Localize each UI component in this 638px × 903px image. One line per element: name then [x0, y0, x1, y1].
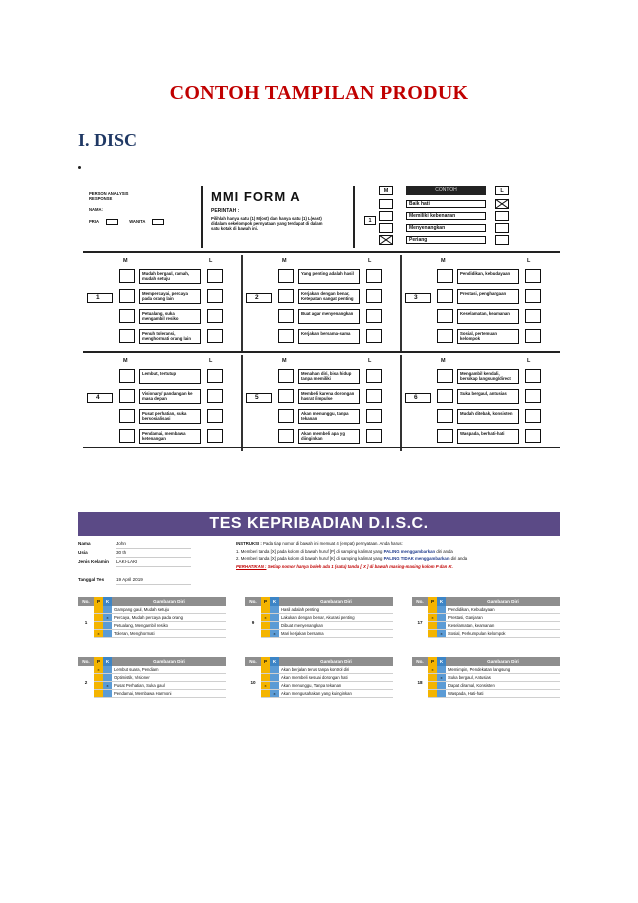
group-l-header: L [368, 258, 372, 264]
document-title: CONTOH TAMPILAN PRODUK [169, 82, 469, 104]
statement-item: Menahan diri, bisa hidup tanpa memiliki [298, 369, 360, 384]
header-k: K [270, 657, 279, 666]
header-k: K [103, 597, 112, 606]
statement-text: Akan berjalan terus tanpa kontrol diri [279, 666, 393, 674]
most-checkbox[interactable] [278, 329, 294, 343]
info-row [78, 576, 228, 584]
table-header [245, 597, 393, 606]
table-row [412, 622, 560, 630]
table-row [412, 674, 560, 682]
least-checkbox[interactable] [207, 369, 223, 383]
example-l-label: L [495, 186, 509, 195]
instruction-line-3: 2. Memberi tanda [X] pada kolom di bawah huruf [K] di samping kalimat yang PALING TIDAK menggambarkan diri anda [236, 556, 468, 562]
p-cell[interactable] [94, 674, 103, 682]
name-label: NAMA: [89, 207, 103, 212]
table-row [412, 614, 560, 622]
p-cell[interactable] [94, 690, 103, 698]
row-divider [83, 447, 560, 448]
statement-text: Pendamai, Membawa Harmoni [112, 690, 226, 698]
k-cell[interactable] [437, 614, 446, 622]
least-checkbox[interactable] [366, 329, 382, 343]
p-cell[interactable] [261, 666, 270, 674]
mmi-form-scan [83, 183, 560, 451]
k-cell[interactable] [103, 606, 112, 614]
example-m-box-marked[interactable] [379, 235, 393, 245]
table-row [412, 606, 560, 614]
female-checkbox[interactable] [152, 219, 164, 225]
table-row [78, 682, 226, 690]
header-p: P [428, 597, 437, 606]
group-number: 2 [255, 294, 259, 301]
bullet-dot [78, 166, 81, 169]
info-label: Nama [78, 541, 91, 546]
statement-item: Akan membeli apa yg diinginkan [298, 429, 360, 444]
statement-text: Dibuat menyenangkan [279, 622, 393, 630]
most-checkbox[interactable] [119, 309, 135, 323]
group-number: 4 [96, 394, 100, 401]
group-number: 1 [96, 294, 100, 301]
group-number: 3 [414, 294, 418, 301]
disc-instructions [236, 540, 556, 570]
k-cell[interactable] [437, 682, 446, 690]
statement-text: Percaya, Mudah percaya pada orang [112, 614, 226, 622]
statement-item: Mengambil kendali, bersikap langsung/direct [457, 369, 519, 384]
p-cell[interactable] [428, 630, 437, 638]
most-checkbox[interactable] [437, 289, 453, 303]
least-checkbox[interactable] [366, 269, 382, 283]
header-k: K [437, 597, 446, 606]
example-item: Periang [406, 236, 486, 244]
table-number: 1 [84, 620, 88, 625]
table-header [412, 597, 560, 606]
p-cell[interactable]: x [261, 682, 270, 690]
least-checkbox[interactable] [207, 389, 223, 403]
group-number-box [246, 393, 272, 403]
statement-item: Mempercayai, percaya pada orang lain [139, 289, 201, 304]
table-row [245, 622, 393, 630]
k-cell[interactable] [270, 682, 279, 690]
header-p: P [428, 657, 437, 666]
info-value: 19 April 2019 [116, 576, 191, 585]
statement-item: Waspada, berhati-hati [457, 429, 519, 444]
p-cell[interactable] [261, 606, 270, 614]
disc-table [412, 657, 560, 699]
header-p: P [261, 597, 270, 606]
example-m-box[interactable] [379, 211, 393, 221]
least-checkbox[interactable] [207, 269, 223, 283]
statement-text: Akan mengusahakan yang kuinginkan [279, 690, 393, 698]
most-checkbox[interactable] [119, 369, 135, 383]
group-divider [241, 355, 243, 451]
least-checkbox[interactable] [366, 369, 382, 383]
group-number-box [87, 293, 113, 303]
k-cell[interactable] [103, 622, 112, 630]
male-checkbox[interactable] [106, 219, 118, 225]
least-checkbox[interactable] [207, 329, 223, 343]
least-checkbox[interactable] [525, 289, 541, 303]
statement-text: Optimistik, Visioner [112, 674, 226, 682]
p-cell[interactable]: x [428, 666, 437, 674]
header-k: K [103, 657, 112, 666]
k-cell[interactable]: x [270, 690, 279, 698]
least-checkbox[interactable] [207, 429, 223, 443]
form-divider [83, 251, 560, 253]
p-cell[interactable] [94, 622, 103, 630]
order-label: PERINTAH : [211, 208, 240, 214]
statement-text: Waspada, Hati-hati [446, 690, 560, 698]
most-checkbox[interactable] [437, 329, 453, 343]
disc-table [245, 597, 393, 639]
table-number: 10 [250, 680, 256, 685]
most-checkbox[interactable] [437, 309, 453, 323]
group-number-box [405, 293, 431, 303]
group-number-box [246, 293, 272, 303]
info-label: Usia [78, 550, 88, 555]
p-cell[interactable]: x [428, 614, 437, 622]
mmi-form-header [83, 183, 560, 249]
table-row [78, 614, 226, 622]
example-contoh-label: CONTOH [406, 186, 486, 195]
p-cell[interactable] [428, 690, 437, 698]
least-checkbox[interactable] [525, 329, 541, 343]
most-checkbox[interactable] [437, 389, 453, 403]
header-no: No. [249, 599, 257, 604]
most-checkbox[interactable] [119, 269, 135, 283]
least-checkbox[interactable] [525, 429, 541, 443]
info-value: LAKI-LAKI [116, 558, 191, 567]
statement-item: Pendidikan, kebudayaan [457, 269, 519, 284]
info-label: Tanggal Tes [78, 577, 105, 582]
statement-text: Hasil adalah penting [279, 606, 393, 614]
most-checkbox[interactable] [278, 309, 294, 323]
most-checkbox[interactable] [278, 429, 294, 443]
statement-text: Petualang, Mengambil resiko [112, 622, 226, 630]
header-gambaran: Gambaran Diri [153, 599, 185, 604]
table-row [78, 674, 226, 682]
statement-text: Pusat Perhatian, Suka gaul [112, 682, 226, 690]
most-checkbox[interactable] [278, 389, 294, 403]
example-l-box[interactable] [495, 223, 509, 233]
least-checkbox[interactable] [366, 409, 382, 423]
statement-item: Penuh toleransi, menghormati orang lain [139, 329, 201, 344]
info-row [78, 549, 228, 557]
example-item: Baik hati [406, 200, 486, 208]
table-row [245, 674, 393, 682]
most-checkbox[interactable] [278, 409, 294, 423]
group-l-header: L [209, 258, 213, 264]
p-cell[interactable] [261, 690, 270, 698]
k-cell[interactable] [270, 674, 279, 682]
table-row [78, 622, 226, 630]
group-m-header: M [282, 358, 287, 364]
least-checkbox[interactable] [525, 409, 541, 423]
table-row [412, 630, 560, 638]
most-checkbox[interactable] [119, 289, 135, 303]
group-m-header: M [441, 258, 446, 264]
statement-item: Suka bergaul, antusias [457, 389, 519, 404]
info-value: 30 th [116, 549, 191, 558]
table-row [78, 666, 226, 674]
info-row [78, 540, 228, 548]
statement-text: Dapat diramal, Konsisten [446, 682, 560, 690]
gender-row [89, 219, 164, 225]
example-l-box-marked[interactable] [495, 199, 509, 209]
disc-table [245, 657, 393, 699]
header-divider-2 [353, 186, 355, 248]
k-cell[interactable]: x [103, 682, 112, 690]
p-cell[interactable] [261, 622, 270, 630]
group-divider [400, 355, 402, 451]
group-l-header: L [527, 358, 531, 364]
header-gambaran: Gambaran Diri [153, 659, 185, 664]
statement-item: Kerjakan dengan benar, Ketepatan sangat penting [298, 289, 360, 304]
table-row [245, 682, 393, 690]
statement-text: Keselamatan, keamanan [446, 622, 560, 630]
disc-test-sheet [78, 512, 560, 720]
header-gambaran: Gambaran Diri [320, 599, 352, 604]
header-no: No. [82, 659, 90, 664]
example-l-box[interactable] [495, 235, 509, 245]
k-cell[interactable] [270, 614, 279, 622]
statement-item: Yang penting adalah hasil [298, 269, 360, 284]
table-number: 17 [417, 620, 423, 625]
most-checkbox[interactable] [119, 329, 135, 343]
least-checkbox[interactable] [525, 269, 541, 283]
form-title: MMI FORM A [211, 189, 301, 204]
header-gambaran: Gambaran Diri [320, 659, 352, 664]
example-l-box[interactable] [495, 211, 509, 221]
example-item: Menyenangkan [406, 224, 486, 232]
person-label: PERSON ANALYSIS RESPONSE [89, 191, 129, 201]
table-header [245, 657, 393, 666]
k-cell[interactable]: x [270, 630, 279, 638]
instruction-line-1: INSTRUKSI : Pada tiap nomor di bawah ini memuat 4 (empat) pernyataan. Anda harus: [236, 541, 403, 546]
example-m-box[interactable] [379, 199, 393, 209]
k-cell[interactable] [437, 666, 446, 674]
p-cell[interactable] [428, 674, 437, 682]
instruction-text: Pilihlah hanya satu (1) M(ost) dan hanya satu (1) L(east) didalam sekelompok pernyataan yang terdapat di dalam satu kotak di bawah ini. [211, 216, 323, 231]
most-checkbox[interactable] [437, 369, 453, 383]
p-cell[interactable] [261, 630, 270, 638]
group-number: 5 [255, 394, 259, 401]
most-checkbox[interactable] [437, 429, 453, 443]
statement-text: Suka bergaul, Antusias [446, 674, 560, 682]
statement-text: Toleran, Menghormati [112, 630, 226, 638]
least-checkbox[interactable] [366, 389, 382, 403]
group-number-box [87, 393, 113, 403]
statement-item: Mudah ditebak, konsisten [457, 409, 519, 424]
group-divider [400, 255, 402, 351]
k-cell[interactable] [103, 690, 112, 698]
k-cell[interactable] [103, 630, 112, 638]
group-number-box [405, 393, 431, 403]
k-cell[interactable]: x [103, 614, 112, 622]
k-cell[interactable] [270, 622, 279, 630]
section-heading: I. DISC [78, 130, 138, 150]
k-cell[interactable] [437, 690, 446, 698]
statement-text: Akan membeli sesuai dorongan hati [279, 674, 393, 682]
example-m-box[interactable] [379, 223, 393, 233]
table-header [412, 657, 560, 666]
k-cell[interactable] [103, 666, 112, 674]
header-no: No. [82, 599, 90, 604]
table-row [412, 690, 560, 698]
p-cell[interactable] [428, 622, 437, 630]
k-cell[interactable] [103, 674, 112, 682]
header-k: K [437, 657, 446, 666]
header-k: K [270, 597, 279, 606]
header-divider [201, 186, 203, 248]
group-l-header: L [368, 358, 372, 364]
instruction-line-2: 1. Memberi tanda [X] pada kolom di bawah huruf [P] di samping kalimat yang PALING menggambarkan diri anda [236, 548, 453, 554]
statement-text: Gampang gaul, Mudah setuju [112, 606, 226, 614]
statement-text: Lakukan dengan benar, Akurasi penting [279, 614, 393, 622]
most-checkbox[interactable] [119, 429, 135, 443]
statement-item: Kerjakan bersama-sama [298, 329, 360, 344]
p-cell[interactable]: x [94, 630, 103, 638]
example-m-label: M [379, 186, 393, 195]
least-checkbox[interactable] [366, 429, 382, 443]
male-label: PRIA [89, 219, 99, 225]
disc-table [412, 597, 560, 639]
group-m-header: M [123, 258, 128, 264]
info-label: Jenis Kelamin [78, 559, 109, 564]
most-checkbox[interactable] [278, 369, 294, 383]
statement-item: Petualang, suka mengambil resiko [139, 309, 201, 324]
k-cell[interactable]: x [437, 674, 446, 682]
female-label: WANITA [129, 219, 146, 225]
table-row [245, 614, 393, 622]
header-p: P [94, 657, 103, 666]
table-row [245, 666, 393, 674]
p-cell[interactable] [428, 606, 437, 614]
table-row [412, 682, 560, 690]
statement-item: Lembut, tertutup [139, 369, 201, 384]
p-cell[interactable]: x [94, 666, 103, 674]
p-cell[interactable] [94, 682, 103, 690]
table-header [78, 657, 226, 666]
least-checkbox[interactable] [525, 369, 541, 383]
info-row [78, 558, 228, 566]
k-cell[interactable] [270, 606, 279, 614]
least-checkbox[interactable] [366, 309, 382, 323]
disc-table [78, 597, 226, 639]
least-checkbox[interactable] [207, 289, 223, 303]
k-cell[interactable] [437, 606, 446, 614]
most-checkbox[interactable] [437, 269, 453, 283]
statement-item: Pendamai, membawa ketenangan [139, 429, 201, 444]
p-cell[interactable] [261, 674, 270, 682]
statement-item: Pusat perhatian, suka bersosialisasi [139, 409, 201, 424]
table-row [78, 630, 226, 638]
statement-text: Prestasi, Ganjaran [446, 614, 560, 622]
group-m-header: M [282, 258, 287, 264]
example-number: 1 [364, 216, 376, 225]
most-checkbox[interactable] [278, 289, 294, 303]
least-checkbox[interactable] [525, 309, 541, 323]
table-header [78, 597, 226, 606]
table-row [245, 630, 393, 638]
statement-item: Visionary/ pandangan ke masa depan [139, 389, 201, 404]
header-no: No. [416, 599, 424, 604]
k-cell[interactable] [437, 622, 446, 630]
k-cell[interactable] [270, 666, 279, 674]
statement-item: Prestasi, penghargaan [457, 289, 519, 304]
example-item: Memiliki kebenaran [406, 212, 486, 220]
group-m-header: M [441, 358, 446, 364]
statement-text: Memimpin, Pendekatan langsung [446, 666, 560, 674]
p-cell[interactable] [428, 682, 437, 690]
disc-title-bar: TES KEPRIBADIAN D.I.S.C. [78, 512, 560, 536]
statement-item: Buat agar menyenangkan [298, 309, 360, 324]
statement-item: Mudah bergaul, ramah, mudah setuju [139, 269, 201, 284]
group-l-header: L [209, 358, 213, 364]
statement-item: Sosial, pertemuan kelompok [457, 329, 519, 344]
statement-text: Sosial, Perkumpulan kelompok [446, 630, 560, 638]
statement-item: Keselamatan, keamanan [457, 309, 519, 324]
disc-table [78, 657, 226, 699]
p-cell[interactable] [94, 606, 103, 614]
instruction-line-4: PERHATIKAN : Setiap nomor hanya boleh ada 1 (satu) tanda [ X ] di bawah masing-masing kolom P dan K. [236, 563, 453, 569]
statement-text: Lembut suara, Pendiam [112, 666, 226, 674]
statement-text: Mari kerjakan bersama [279, 630, 393, 638]
statement-item: Membeli karena dorongan hasrat /impulse [298, 389, 360, 404]
statement-item: Akan menunggu, tanpa tekanan [298, 409, 360, 424]
group-number: 6 [414, 394, 418, 401]
table-row [78, 690, 226, 698]
table-row [78, 606, 226, 614]
k-cell[interactable]: x [437, 630, 446, 638]
header-gambaran: Gambaran Diri [487, 599, 519, 604]
most-checkbox[interactable] [119, 409, 135, 423]
group-divider [241, 255, 243, 351]
header-gambaran: Gambaran Diri [487, 659, 519, 664]
table-number: 18 [417, 680, 423, 685]
p-cell[interactable]: x [261, 614, 270, 622]
table-number: 2 [84, 680, 88, 685]
statement-text: Pendidikan, Kebudayaan [446, 606, 560, 614]
statement-text: Akan menunggu, Tanpa tekanan [279, 682, 393, 690]
header-no: No. [249, 659, 257, 664]
info-value: John [116, 540, 191, 549]
least-checkbox[interactable] [366, 289, 382, 303]
least-checkbox[interactable] [207, 309, 223, 323]
table-row [412, 666, 560, 674]
group-m-header: M [123, 358, 128, 364]
least-checkbox[interactable] [207, 409, 223, 423]
most-checkbox[interactable] [437, 409, 453, 423]
header-no: No. [416, 659, 424, 664]
most-checkbox[interactable] [278, 269, 294, 283]
most-checkbox[interactable] [119, 389, 135, 403]
table-row [245, 690, 393, 698]
table-row [245, 606, 393, 614]
group-l-header: L [527, 258, 531, 264]
p-cell[interactable] [94, 614, 103, 622]
table-number: 9 [251, 620, 255, 625]
header-p: P [261, 657, 270, 666]
header-p: P [94, 597, 103, 606]
least-checkbox[interactable] [525, 389, 541, 403]
row-divider [83, 351, 560, 353]
